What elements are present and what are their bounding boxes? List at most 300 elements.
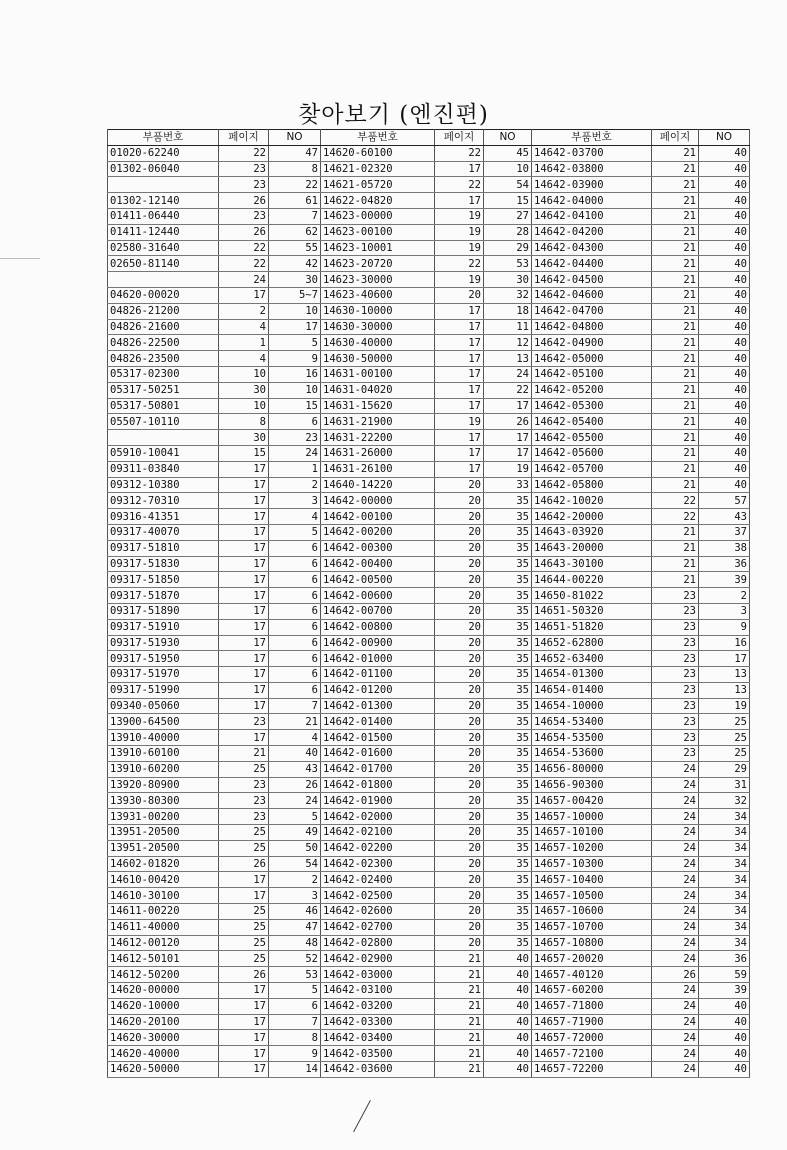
no-cell: 40 bbox=[699, 193, 750, 209]
no-cell: 35 bbox=[484, 793, 532, 809]
table-row bbox=[108, 335, 750, 351]
part-number-cell: 14642-04900 bbox=[532, 335, 652, 351]
no-cell: 2 bbox=[269, 872, 321, 888]
page-cell: 20 bbox=[435, 667, 484, 683]
part-number-cell: 14657-10600 bbox=[532, 904, 652, 920]
page-cell: 21 bbox=[652, 382, 699, 398]
no-cell: 35 bbox=[484, 588, 532, 604]
no-cell: 28 bbox=[484, 224, 532, 240]
part-number-cell: 09317-51850 bbox=[108, 572, 219, 588]
no-cell: 22 bbox=[484, 382, 532, 398]
no-cell: 6 bbox=[269, 603, 321, 619]
page-cell: 20 bbox=[435, 793, 484, 809]
part-number-cell: 14652-63400 bbox=[532, 651, 652, 667]
no-cell: 40 bbox=[699, 240, 750, 256]
page-cell: 20 bbox=[435, 619, 484, 635]
no-cell: 40 bbox=[699, 224, 750, 240]
page-cell: 17 bbox=[219, 619, 269, 635]
part-number-cell: 09317-51890 bbox=[108, 603, 219, 619]
part-number-cell: 09317-51870 bbox=[108, 588, 219, 604]
table-row bbox=[108, 998, 750, 1014]
page-cell: 23 bbox=[219, 161, 269, 177]
page-cell: 17 bbox=[219, 651, 269, 667]
part-number-cell: 09312-70310 bbox=[108, 493, 219, 509]
part-number-cell: 04826-21200 bbox=[108, 303, 219, 319]
part-number-cell: 14631-22200 bbox=[321, 430, 435, 446]
page-cell: 24 bbox=[652, 998, 699, 1014]
part-number-cell bbox=[108, 177, 219, 193]
part-number-cell: 14643-03920 bbox=[532, 524, 652, 540]
part-number-cell: 14652-62800 bbox=[532, 635, 652, 651]
no-cell: 35 bbox=[484, 730, 532, 746]
header-no: NO bbox=[484, 130, 532, 146]
part-number-cell: 14610-30100 bbox=[108, 888, 219, 904]
page-cell: 20 bbox=[435, 777, 484, 793]
part-number-cell: 14620-50000 bbox=[108, 1062, 219, 1078]
table-row bbox=[108, 730, 750, 746]
table-row bbox=[108, 682, 750, 698]
no-cell: 23 bbox=[269, 430, 321, 446]
page-cell: 21 bbox=[652, 193, 699, 209]
page-cell: 21 bbox=[435, 951, 484, 967]
part-number-cell: 14642-05600 bbox=[532, 445, 652, 461]
page-cell: 20 bbox=[435, 730, 484, 746]
page-cell: 26 bbox=[219, 967, 269, 983]
part-number-cell: 14642-01400 bbox=[321, 714, 435, 730]
table-row bbox=[108, 856, 750, 872]
table-row bbox=[108, 588, 750, 604]
page-cell: 23 bbox=[652, 603, 699, 619]
no-cell: 40 bbox=[699, 1014, 750, 1030]
table-row bbox=[108, 651, 750, 667]
part-number-cell: 14642-03100 bbox=[321, 983, 435, 999]
header-no: NO bbox=[699, 130, 750, 146]
page-cell: 2 bbox=[219, 303, 269, 319]
page-cell: 21 bbox=[652, 540, 699, 556]
part-number-cell: 09317-51950 bbox=[108, 651, 219, 667]
page-cell: 26 bbox=[219, 193, 269, 209]
no-cell: 40 bbox=[699, 1062, 750, 1078]
page-cell: 21 bbox=[652, 145, 699, 161]
page-cell: 26 bbox=[652, 967, 699, 983]
no-cell: 2 bbox=[699, 588, 750, 604]
page-cell: 20 bbox=[435, 651, 484, 667]
page-cell: 21 bbox=[652, 556, 699, 572]
no-cell: 40 bbox=[699, 398, 750, 414]
no-cell: 6 bbox=[269, 572, 321, 588]
part-number-cell: 05507-10110 bbox=[108, 414, 219, 430]
page-cell: 23 bbox=[652, 730, 699, 746]
no-cell: 35 bbox=[484, 698, 532, 714]
no-cell: 30 bbox=[484, 272, 532, 288]
no-cell: 35 bbox=[484, 825, 532, 841]
page-cell: 17 bbox=[435, 161, 484, 177]
page-cell: 22 bbox=[435, 177, 484, 193]
page-cell: 19 bbox=[435, 208, 484, 224]
page-cell: 21 bbox=[652, 366, 699, 382]
page-cell: 21 bbox=[652, 272, 699, 288]
header-page: 페이지 bbox=[652, 130, 699, 146]
page-cell: 17 bbox=[219, 461, 269, 477]
part-number-cell: 14621-05720 bbox=[321, 177, 435, 193]
part-number-cell: 14642-04400 bbox=[532, 256, 652, 272]
no-cell: 5 bbox=[269, 983, 321, 999]
no-cell: 5 bbox=[269, 809, 321, 825]
no-cell: 35 bbox=[484, 919, 532, 935]
no-cell: 40 bbox=[484, 1014, 532, 1030]
no-cell: 8 bbox=[269, 1030, 321, 1046]
table-row bbox=[108, 287, 750, 303]
page-cell: 20 bbox=[435, 825, 484, 841]
part-number-cell: 14642-03200 bbox=[321, 998, 435, 1014]
part-number-cell: 14631-00100 bbox=[321, 366, 435, 382]
part-number-cell: 04826-22500 bbox=[108, 335, 219, 351]
no-cell: 17 bbox=[699, 651, 750, 667]
page-cell: 17 bbox=[219, 888, 269, 904]
part-number-cell: 14621-02320 bbox=[321, 161, 435, 177]
part-number-cell: 14642-02500 bbox=[321, 888, 435, 904]
table-row bbox=[108, 935, 750, 951]
page-cell: 21 bbox=[435, 1014, 484, 1030]
table-row bbox=[108, 509, 750, 525]
part-number-cell: 14620-00000 bbox=[108, 983, 219, 999]
part-number-cell: 14642-04600 bbox=[532, 287, 652, 303]
no-cell: 6 bbox=[269, 588, 321, 604]
part-number-cell: 14656-90300 bbox=[532, 777, 652, 793]
part-number-cell: 14642-02200 bbox=[321, 840, 435, 856]
part-number-cell: 14640-14220 bbox=[321, 477, 435, 493]
page-cell: 20 bbox=[435, 919, 484, 935]
page-cell: 21 bbox=[652, 398, 699, 414]
part-number-cell: 14642-00400 bbox=[321, 556, 435, 572]
table-row bbox=[108, 809, 750, 825]
part-number-cell: 14642-00300 bbox=[321, 540, 435, 556]
no-cell: 7 bbox=[269, 208, 321, 224]
part-number-cell: 14654-10000 bbox=[532, 698, 652, 714]
no-cell: 35 bbox=[484, 761, 532, 777]
no-cell: 48 bbox=[269, 935, 321, 951]
page-cell: 20 bbox=[435, 682, 484, 698]
part-number-cell: 14654-53600 bbox=[532, 746, 652, 762]
part-number-cell: 05317-02300 bbox=[108, 366, 219, 382]
part-number-cell: 14631-26000 bbox=[321, 445, 435, 461]
no-cell: 53 bbox=[269, 967, 321, 983]
no-cell: 34 bbox=[699, 809, 750, 825]
no-cell: 55 bbox=[269, 240, 321, 256]
part-number-cell: 14642-02800 bbox=[321, 935, 435, 951]
no-cell: 29 bbox=[699, 761, 750, 777]
table-row bbox=[108, 951, 750, 967]
part-number-cell: 14623-00100 bbox=[321, 224, 435, 240]
no-cell: 35 bbox=[484, 651, 532, 667]
no-cell: 40 bbox=[699, 477, 750, 493]
page-cell: 24 bbox=[652, 904, 699, 920]
no-cell: 16 bbox=[699, 635, 750, 651]
no-cell: 35 bbox=[484, 904, 532, 920]
part-number-cell: 14657-10400 bbox=[532, 872, 652, 888]
no-cell: 31 bbox=[699, 777, 750, 793]
part-number-cell: 14642-02700 bbox=[321, 919, 435, 935]
page-cell: 21 bbox=[652, 303, 699, 319]
part-number-cell: 14656-80000 bbox=[532, 761, 652, 777]
page-cell: 23 bbox=[652, 746, 699, 762]
part-number-cell: 14642-03700 bbox=[532, 145, 652, 161]
page-cell: 25 bbox=[219, 951, 269, 967]
no-cell: 52 bbox=[269, 951, 321, 967]
table-row bbox=[108, 872, 750, 888]
part-number-cell: 14642-01200 bbox=[321, 682, 435, 698]
table-row bbox=[108, 572, 750, 588]
page-cell: 17 bbox=[219, 998, 269, 1014]
no-cell: 34 bbox=[699, 872, 750, 888]
page-cell: 25 bbox=[219, 935, 269, 951]
page-cell: 17 bbox=[219, 1030, 269, 1046]
no-cell: 36 bbox=[699, 951, 750, 967]
part-number-cell: 14642-00600 bbox=[321, 588, 435, 604]
no-cell: 10 bbox=[269, 303, 321, 319]
part-number-cell: 14620-20100 bbox=[108, 1014, 219, 1030]
part-number-cell: 14642-05400 bbox=[532, 414, 652, 430]
page-cell: 21 bbox=[652, 524, 699, 540]
no-cell: 35 bbox=[484, 840, 532, 856]
part-number-cell: 13910-60100 bbox=[108, 746, 219, 762]
no-cell: 40 bbox=[484, 1062, 532, 1078]
part-number-cell: 13910-40000 bbox=[108, 730, 219, 746]
page-cell: 17 bbox=[219, 493, 269, 509]
no-cell: 9 bbox=[699, 619, 750, 635]
page-cell: 17 bbox=[219, 603, 269, 619]
no-cell: 40 bbox=[699, 445, 750, 461]
part-number-cell: 14642-02900 bbox=[321, 951, 435, 967]
page-cell: 24 bbox=[652, 761, 699, 777]
part-number-cell: 14642-01900 bbox=[321, 793, 435, 809]
no-cell: 33 bbox=[484, 477, 532, 493]
page-cell: 21 bbox=[435, 1062, 484, 1078]
part-number-cell: 14657-72100 bbox=[532, 1046, 652, 1062]
no-cell: 39 bbox=[699, 572, 750, 588]
page-cell: 21 bbox=[652, 256, 699, 272]
part-number-cell: 14642-02600 bbox=[321, 904, 435, 920]
part-number-cell: 14642-05000 bbox=[532, 351, 652, 367]
part-number-cell: 14642-02000 bbox=[321, 809, 435, 825]
part-number-cell: 14623-00000 bbox=[321, 208, 435, 224]
no-cell: 5 bbox=[269, 524, 321, 540]
table-row bbox=[108, 351, 750, 367]
no-cell: 19 bbox=[699, 698, 750, 714]
part-number-cell: 01411-06440 bbox=[108, 208, 219, 224]
part-number-cell: 14612-50101 bbox=[108, 951, 219, 967]
table-row bbox=[108, 208, 750, 224]
no-cell: 40 bbox=[699, 303, 750, 319]
table-row bbox=[108, 967, 750, 983]
part-number-cell bbox=[108, 272, 219, 288]
no-cell: 40 bbox=[484, 1046, 532, 1062]
no-cell: 53 bbox=[484, 256, 532, 272]
table-row bbox=[108, 714, 750, 730]
no-cell: 59 bbox=[699, 967, 750, 983]
page-cell: 23 bbox=[652, 588, 699, 604]
no-cell: 17 bbox=[484, 398, 532, 414]
page-cell: 17 bbox=[219, 1062, 269, 1078]
page-cell: 23 bbox=[652, 635, 699, 651]
no-cell: 6 bbox=[269, 998, 321, 1014]
no-cell: 43 bbox=[699, 509, 750, 525]
no-cell: 35 bbox=[484, 714, 532, 730]
page-cell: 24 bbox=[652, 1014, 699, 1030]
part-number-cell: 14642-04000 bbox=[532, 193, 652, 209]
no-cell: 40 bbox=[699, 998, 750, 1014]
part-number-cell: 14642-00000 bbox=[321, 493, 435, 509]
page-cell: 24 bbox=[219, 272, 269, 288]
page-cell: 24 bbox=[652, 809, 699, 825]
part-number-cell: 14657-60200 bbox=[532, 983, 652, 999]
page-cell: 17 bbox=[435, 351, 484, 367]
page-cell: 15 bbox=[219, 445, 269, 461]
no-cell: 54 bbox=[269, 856, 321, 872]
no-cell: 17 bbox=[484, 445, 532, 461]
page-cell: 23 bbox=[219, 714, 269, 730]
no-cell: 42 bbox=[269, 256, 321, 272]
part-number-cell: 14657-72200 bbox=[532, 1062, 652, 1078]
no-cell: 43 bbox=[269, 761, 321, 777]
no-cell: 35 bbox=[484, 509, 532, 525]
part-number-cell: 14611-00220 bbox=[108, 904, 219, 920]
part-number-cell: 14642-05800 bbox=[532, 477, 652, 493]
part-number-cell: 14643-30100 bbox=[532, 556, 652, 572]
part-number-cell bbox=[108, 430, 219, 446]
page-cell: 23 bbox=[219, 208, 269, 224]
page-cell: 20 bbox=[435, 840, 484, 856]
part-number-cell: 09317-51930 bbox=[108, 635, 219, 651]
part-number-cell: 14657-20020 bbox=[532, 951, 652, 967]
part-number-cell: 09317-51830 bbox=[108, 556, 219, 572]
no-cell: 61 bbox=[269, 193, 321, 209]
no-cell: 35 bbox=[484, 572, 532, 588]
page-cell: 17 bbox=[435, 398, 484, 414]
no-cell: 40 bbox=[699, 1046, 750, 1062]
table-row bbox=[108, 177, 750, 193]
table-row bbox=[108, 224, 750, 240]
part-number-cell: 14642-04800 bbox=[532, 319, 652, 335]
no-cell: 18 bbox=[484, 303, 532, 319]
part-number-cell: 14623-10001 bbox=[321, 240, 435, 256]
part-number-cell: 14642-03800 bbox=[532, 161, 652, 177]
no-cell: 3 bbox=[269, 493, 321, 509]
no-cell: 40 bbox=[699, 287, 750, 303]
table-header-row bbox=[108, 130, 750, 146]
part-number-cell: 05910-10041 bbox=[108, 445, 219, 461]
page-cell: 20 bbox=[435, 524, 484, 540]
part-number-cell: 14642-10020 bbox=[532, 493, 652, 509]
table-row bbox=[108, 382, 750, 398]
table-row bbox=[108, 603, 750, 619]
part-number-cell: 05317-50251 bbox=[108, 382, 219, 398]
no-cell: 9 bbox=[269, 351, 321, 367]
no-cell: 27 bbox=[484, 208, 532, 224]
page-cell: 20 bbox=[435, 603, 484, 619]
table-row bbox=[108, 1014, 750, 1030]
page-cell: 22 bbox=[435, 256, 484, 272]
part-number-cell: 14642-05100 bbox=[532, 366, 652, 382]
part-number-cell: 14654-01300 bbox=[532, 667, 652, 683]
no-cell: 40 bbox=[699, 161, 750, 177]
table-row bbox=[108, 698, 750, 714]
no-cell: 46 bbox=[269, 904, 321, 920]
no-cell: 4 bbox=[269, 509, 321, 525]
part-number-cell: 14630-30000 bbox=[321, 319, 435, 335]
page-cell: 20 bbox=[435, 872, 484, 888]
part-number-cell: 14657-10700 bbox=[532, 919, 652, 935]
page-cell: 22 bbox=[219, 256, 269, 272]
page-cell: 21 bbox=[652, 430, 699, 446]
no-cell: 36 bbox=[699, 556, 750, 572]
header-page: 페이지 bbox=[219, 130, 269, 146]
part-number-cell: 09317-40070 bbox=[108, 524, 219, 540]
page-cell: 21 bbox=[652, 461, 699, 477]
page-cell: 24 bbox=[652, 935, 699, 951]
part-number-cell: 01302-12140 bbox=[108, 193, 219, 209]
no-cell: 3 bbox=[699, 603, 750, 619]
header-part-number: 부품번호 bbox=[321, 130, 435, 146]
page-cell: 19 bbox=[435, 224, 484, 240]
no-cell: 34 bbox=[699, 840, 750, 856]
part-number-cell: 13930-80300 bbox=[108, 793, 219, 809]
page-cell: 24 bbox=[652, 1062, 699, 1078]
no-cell: 15 bbox=[484, 193, 532, 209]
page-cell: 20 bbox=[435, 493, 484, 509]
no-cell: 32 bbox=[484, 287, 532, 303]
table-row bbox=[108, 667, 750, 683]
part-number-cell: 14642-05300 bbox=[532, 398, 652, 414]
no-cell: 49 bbox=[269, 825, 321, 841]
table-row bbox=[108, 414, 750, 430]
page-cell: 17 bbox=[219, 1046, 269, 1062]
no-cell: 35 bbox=[484, 935, 532, 951]
page-cell: 24 bbox=[652, 919, 699, 935]
part-number-cell: 14657-71900 bbox=[532, 1014, 652, 1030]
page-cell: 22 bbox=[435, 145, 484, 161]
part-number-cell: 14620-60100 bbox=[321, 145, 435, 161]
no-cell: 34 bbox=[699, 856, 750, 872]
part-number-cell: 13900-64500 bbox=[108, 714, 219, 730]
table-row bbox=[108, 193, 750, 209]
page-cell: 21 bbox=[435, 1046, 484, 1062]
part-number-cell: 04826-23500 bbox=[108, 351, 219, 367]
no-cell: 37 bbox=[699, 524, 750, 540]
no-cell: 7 bbox=[269, 1014, 321, 1030]
part-number-cell: 14642-03600 bbox=[321, 1062, 435, 1078]
page-cell: 17 bbox=[219, 1014, 269, 1030]
page-cell: 19 bbox=[435, 240, 484, 256]
no-cell: 35 bbox=[484, 603, 532, 619]
part-number-cell: 02650-81140 bbox=[108, 256, 219, 272]
table-row bbox=[108, 256, 750, 272]
no-cell: 40 bbox=[484, 1030, 532, 1046]
part-number-cell: 14642-04700 bbox=[532, 303, 652, 319]
no-cell: 35 bbox=[484, 746, 532, 762]
no-cell: 47 bbox=[269, 919, 321, 935]
part-number-cell: 14642-02400 bbox=[321, 872, 435, 888]
part-number-cell: 14610-00420 bbox=[108, 872, 219, 888]
header-no: NO bbox=[269, 130, 321, 146]
part-number-cell: 14642-01000 bbox=[321, 651, 435, 667]
page-cell: 24 bbox=[652, 888, 699, 904]
table-row bbox=[108, 366, 750, 382]
part-number-cell: 01411-12440 bbox=[108, 224, 219, 240]
part-number-cell: 04620-00020 bbox=[108, 287, 219, 303]
part-number-cell: 14642-00800 bbox=[321, 619, 435, 635]
no-cell: 34 bbox=[699, 904, 750, 920]
